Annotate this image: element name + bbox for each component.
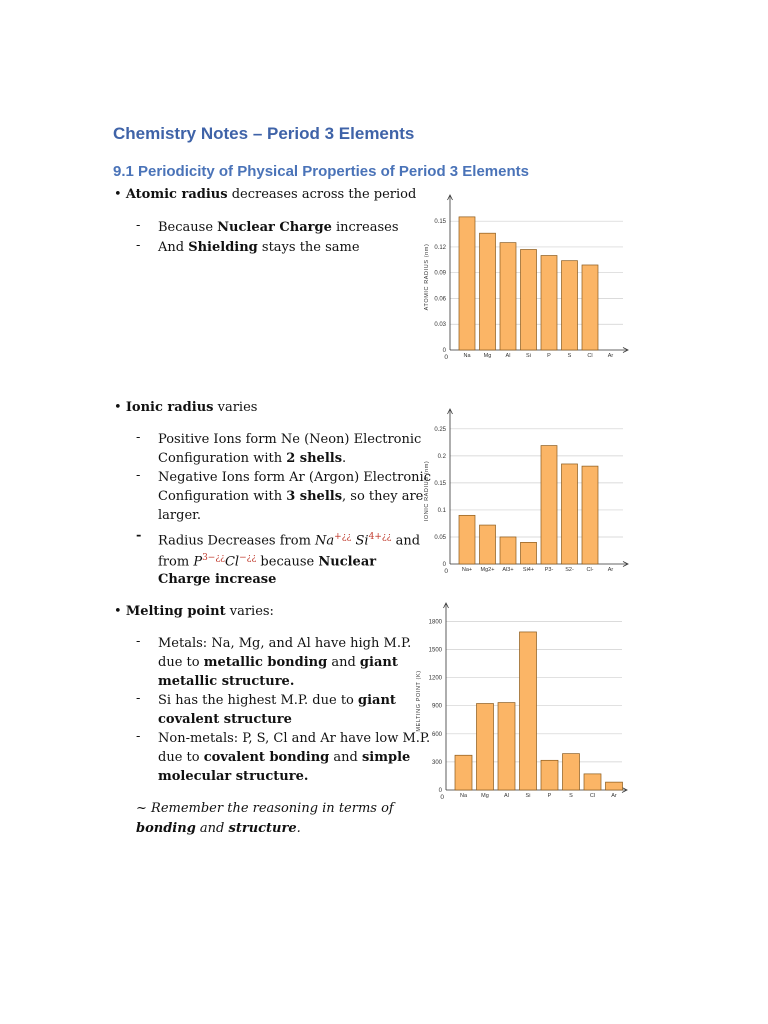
bar-p xyxy=(541,760,558,790)
bar-si xyxy=(520,632,537,790)
x-tick-label: Ar xyxy=(611,793,617,799)
bar-s xyxy=(563,754,580,790)
y-tick-label: 0 xyxy=(442,562,446,568)
x-tick-label: Mg xyxy=(481,793,489,799)
x-tick-label: Na xyxy=(463,353,471,359)
ionic-item-3-line-3: Charge increase xyxy=(158,572,277,587)
bar-na xyxy=(459,217,475,350)
bar-s xyxy=(562,261,578,350)
bar-mg xyxy=(477,704,494,790)
y-tick-label: 0.1 xyxy=(437,507,446,514)
bar-p xyxy=(541,256,557,350)
y-tick-label: 0.2 xyxy=(437,453,446,460)
x-tick-label: Al3+ xyxy=(502,567,514,573)
x-tick-label: Ar xyxy=(607,353,614,359)
y-axis-label: ATOMIC RADIUS (nm) xyxy=(424,243,430,311)
y-tick-label: 0 xyxy=(438,788,442,794)
x-tick-label: S xyxy=(569,793,573,799)
melting-item-2-line-1: Si has the highest M.P. due to giant xyxy=(158,693,396,708)
bullet-dot: • xyxy=(114,604,122,619)
origin-label: 0 xyxy=(444,354,448,361)
bar-s2 xyxy=(562,464,578,564)
melting-item-1-line-1: Metals: Na, Mg, and Al have high M.P. xyxy=(158,636,412,651)
x-tick-label: Ar xyxy=(607,567,614,573)
ionic-item-1-line-1: Positive Ions form Ne (Neon) Electronic xyxy=(158,432,422,447)
y-axis-label: MELTING POINT (K) xyxy=(416,670,422,732)
bar-cl xyxy=(582,265,598,350)
ionic-radius-bullet xyxy=(114,398,257,417)
page-title: Chemistry Notes – Period 3 Elements xyxy=(113,124,415,143)
x-tick-label: Mg2+ xyxy=(480,567,495,573)
melting-point-chart xyxy=(410,600,633,806)
y-tick-label: 1500 xyxy=(428,647,442,654)
y-tick-label: 0.12 xyxy=(434,244,446,251)
y-tick-label: 0.03 xyxy=(434,322,446,329)
x-tick-label: Si xyxy=(526,353,531,359)
y-tick-label: 0.15 xyxy=(434,480,446,487)
melting-item-1-line-3: metallic structure. xyxy=(158,674,295,689)
y-tick-label: 600 xyxy=(431,731,442,738)
y-tick-label: 1200 xyxy=(428,675,442,682)
bar-cl xyxy=(584,774,601,790)
bar-si xyxy=(521,250,537,350)
y-tick-label: 0 xyxy=(442,348,446,354)
ionic-radius-desc: varies xyxy=(213,400,258,415)
x-tick-label: Na xyxy=(459,793,468,799)
atomic-item-1: Because Nuclear Charge increases xyxy=(158,220,399,235)
x-tick-label: Cl xyxy=(587,353,593,359)
ionic-item-2-line-1: Negative Ions form Ar (Argon) Electronic xyxy=(158,470,431,485)
x-tick-label: Si4+ xyxy=(522,567,535,573)
y-tick-label: 900 xyxy=(431,703,442,710)
ionic-item-1-line-2: Configuration with 2 shells. xyxy=(158,451,347,466)
y-tick-label: 1800 xyxy=(428,619,442,626)
x-tick-label: S xyxy=(567,353,572,359)
x-tick-label: P3- xyxy=(544,567,554,573)
x-tick-label: P xyxy=(547,793,552,799)
bullet-dot: • xyxy=(114,187,122,202)
melting-point-bullet xyxy=(114,602,274,621)
origin-label: 0 xyxy=(444,568,448,575)
y-tick-label: 300 xyxy=(431,759,442,766)
melting-point-term: Melting point xyxy=(125,604,226,619)
bar-mg xyxy=(480,233,496,350)
bar-ar xyxy=(606,782,623,790)
x-tick-label: Na+ xyxy=(461,567,473,573)
atomic-item-2: And Shielding stays the same xyxy=(158,240,360,255)
y-axis-label: IONIC RADIUS (nm) xyxy=(424,460,430,522)
melting-item-3-line-1: Non-metals: P, S, Cl and Ar have low M.P. xyxy=(158,731,431,746)
x-tick-label: Al xyxy=(504,793,509,799)
bar-al xyxy=(498,703,515,790)
bullet-dot: • xyxy=(114,400,122,415)
y-tick-label: 0.09 xyxy=(434,270,446,277)
bar-na xyxy=(459,515,475,564)
bar-p3 xyxy=(541,446,557,564)
ionic-radius-term: Ionic radius xyxy=(125,400,214,415)
x-tick-label: P xyxy=(547,353,551,359)
melting-item-3-line-3: molecular structure. xyxy=(158,769,309,784)
melting-item-1-line-2: due to metallic bonding and giant xyxy=(158,655,398,670)
y-tick-label: 0.05 xyxy=(434,534,446,541)
bar-al xyxy=(500,243,516,350)
x-tick-label: Mg xyxy=(483,353,492,359)
x-tick-label: S2- xyxy=(565,567,574,573)
y-tick-label: 0.06 xyxy=(434,296,446,303)
atomic-radius-desc: decreases across the period xyxy=(227,187,417,202)
bar-si4 xyxy=(521,542,537,564)
atomic-radius-term: Atomic radius xyxy=(125,187,228,202)
melting-item-3-line-2: due to covalent bonding and simple xyxy=(158,750,411,765)
bar-na xyxy=(455,755,472,790)
origin-label: 0 xyxy=(440,794,444,801)
bar-cl xyxy=(582,466,598,564)
ionic-item-2-line-3: larger. xyxy=(158,508,202,523)
bar-mg2 xyxy=(480,525,496,564)
atomic-radius-bullet xyxy=(114,185,416,204)
remember-note-line-2: bonding and structure. xyxy=(136,821,301,836)
ionic-item-2-line-2: Configuration with 3 shells, so they are xyxy=(158,489,424,504)
bar-al3 xyxy=(500,537,516,564)
y-tick-label: 0.15 xyxy=(434,219,446,226)
x-tick-label: Cl xyxy=(589,793,596,799)
x-tick-label: Al xyxy=(505,353,511,359)
x-tick-label: Si xyxy=(525,793,531,799)
y-tick-label: 0.25 xyxy=(434,426,446,433)
atomic-radius-chart xyxy=(418,190,633,370)
remember-note-line-1: ~ Remember the reasoning in terms of xyxy=(136,801,394,816)
ionic-item-3-line-1: Radius Decreases from Na+¿¿ $Si^{4+¿¿}$ and xyxy=(158,532,421,549)
x-tick-label: Cl- xyxy=(586,567,594,573)
section-title: 9.1 Periodicity of Physical Properties of Period 3 Elements xyxy=(113,163,529,180)
ionic-item-3-line-2: from $P^{3-¿¿}Cl^{-¿¿}$ because Nuclear xyxy=(158,553,377,570)
melting-point-desc: varies: xyxy=(225,604,274,619)
ionic-radius-chart xyxy=(418,404,633,580)
melting-item-2-line-2: covalent structure xyxy=(158,712,292,727)
